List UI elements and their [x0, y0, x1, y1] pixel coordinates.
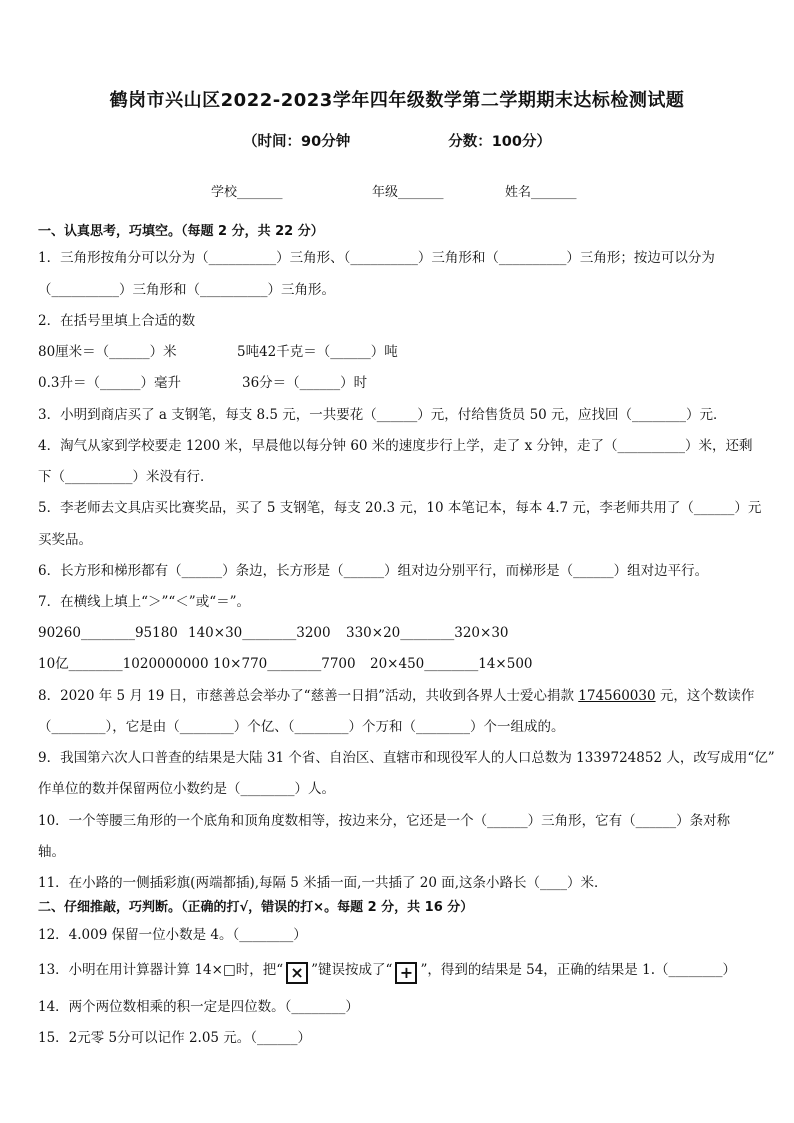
question-9-line-1: 9．我国第六次人口普查的结果是大陆 31 个省、自治区、直辖市和现役军人的人口总数为 1339724852 人，改写成用“亿” — [38, 750, 775, 766]
plus-key-icon: + — [395, 962, 417, 984]
grade-field: 年级_______ — [372, 185, 444, 200]
question-7-item-c: 330×20________320×30 — [346, 625, 509, 641]
section-1-heading: 一、认真思考，巧填空。（每题 2 分，共 22 分） — [38, 224, 324, 239]
question-2-item-b: 5吨42千克＝（______）吨 — [237, 344, 398, 360]
question-10-line-2: 轴。 — [38, 844, 65, 860]
question-2-title: 2．在括号里填上合适的数 — [38, 313, 196, 329]
question-7-item-a: 90260________95180 — [38, 625, 178, 641]
question-13-text-mid: ”键误按成了“ — [311, 962, 393, 978]
exam-score: 分数：100分） — [448, 134, 551, 150]
school-field: 学校_______ — [211, 185, 283, 200]
multiply-key-icon: × — [286, 962, 308, 984]
section-2-heading: 二、仔细推敲，巧判断。（正确的打√，错误的打×。每题 2 分，共 16 分） — [38, 900, 474, 915]
donation-amount: 174560030 — [578, 688, 656, 704]
question-7-item-b: 140×30________3200 — [188, 625, 331, 641]
question-5-line-1: 5．李老师去文具店买比赛奖品，买了 5 支钢笔，每支 20.3 元，10 本笔记本，每本 4.7 元，李老师共用了（______）元 — [38, 500, 762, 516]
name-field: 姓名_______ — [505, 185, 577, 200]
question-4-line-1: 4．淘气从家到学校要走 1200 米，早晨他以每分钟 60 米的速度步行上学，走了 x 分钟，走了（__________）米，还剩 — [38, 438, 753, 454]
question-5-line-2: 买奖品。 — [38, 532, 92, 548]
question-2-item-d: 36分＝（______）时 — [242, 375, 368, 391]
question-2-item-c: 0.3升＝（______）毫升 — [38, 375, 181, 391]
question-13-text-post: ”，得到的结果是 54，正确的结果是 1.（________） — [420, 962, 736, 978]
question-2-item-a: 80厘米＝（______）米 — [38, 344, 177, 360]
question-10-line-1: 10．一个等腰三角形的一个底角和顶角度数相等，按边来分，它还是一个（______）三角形，它有（______）条对称 — [38, 813, 731, 829]
question-7-item-f: 20×450________14×500 — [370, 656, 533, 672]
exam-meta — [0, 130, 794, 151]
question-8-line-1 — [38, 686, 754, 706]
question-1-line-2: （__________）三角形和（__________）三角形。 — [38, 282, 335, 298]
question-12: 12．4.009 保留一位小数是 4。（________） — [38, 927, 307, 943]
question-11: 11．在小路的一侧插彩旗(两端都插),每隔 5 米插一面,一共插了 20 面,这条小路长（____）米． — [38, 875, 608, 891]
question-3: 3．小明到商店买了 a 支钢笔，每支 8.5 元，一共要花（______）元，付给售货员 50 元，应找回（________）元． — [38, 407, 727, 423]
page-title: 鹤岗市兴山区2022-2023学年四年级数学第二学期期末达标检测试题 — [109, 90, 685, 111]
question-15: 15．2元零 5分可以记作 2.05 元。（______） — [38, 1030, 312, 1046]
question-8-text-post: 元，这个数读作 — [655, 688, 755, 704]
question-7-item-d: 10亿________1020000000 — [38, 656, 209, 672]
question-13 — [38, 960, 736, 984]
question-4-line-2: 下（__________）米没有行． — [38, 469, 214, 485]
question-1-line-1: 1．三角形按角分可以分为（__________）三角形、（__________）三角形和（__________）三角形；按边可以分为 — [38, 250, 715, 266]
question-6: 6．长方形和梯形都有（______）条边，长方形是（______）组对边分别平行，而梯形是（______）组对边平行。 — [38, 563, 709, 579]
question-7-title: 7．在横线上填上“＞”“＜”或“＝”。 — [38, 594, 250, 610]
question-9-line-2: 作单位的数并保留两位小数约是（________）人。 — [38, 781, 335, 797]
question-14: 14．两个两位数相乘的积一定是四位数。（________） — [38, 999, 359, 1015]
question-8-line-2: （________），它是由（________）个亿、（________）个万和（________）个一组成的。 — [38, 719, 565, 735]
question-7-item-e: 10×770________7700 — [213, 656, 356, 672]
question-13-text-pre: 13．小明在用计算器计算 14×□时，把“ — [38, 962, 284, 978]
question-8-text-pre: 8．2020 年 5 月 19 日，市慈善总会举办了“慈善一日捐”活动，共收到各界人士爱心捐款 — [38, 688, 579, 704]
exam-time: （时间：90分钟 — [243, 134, 351, 150]
